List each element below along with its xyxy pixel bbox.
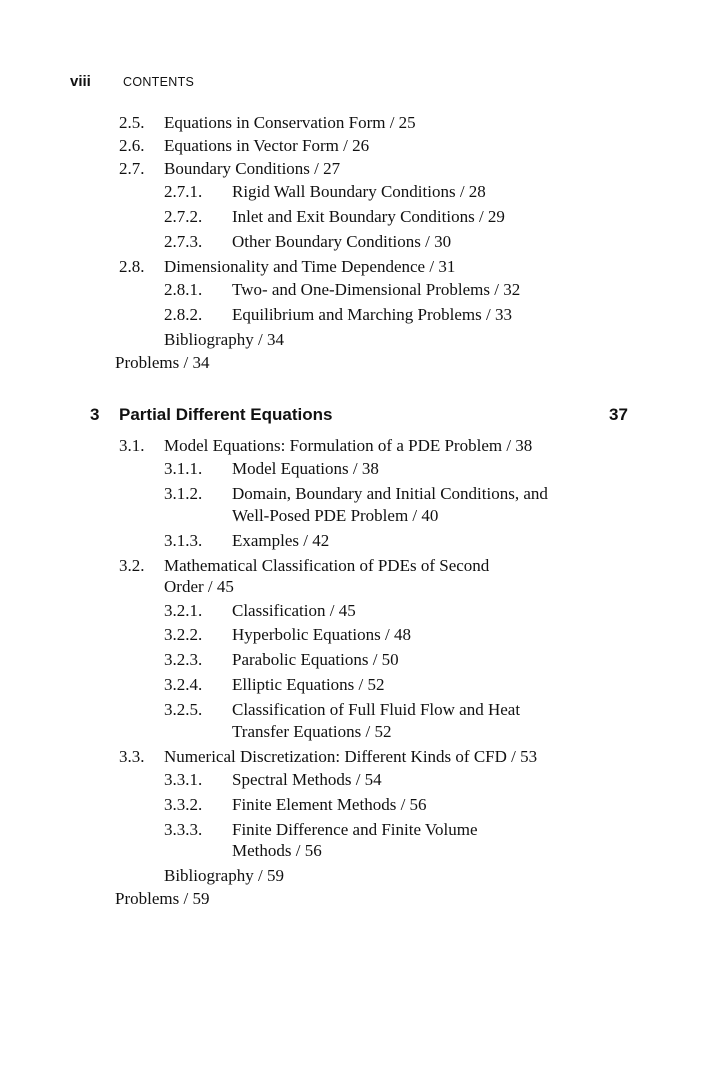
- toc-entry-number: 2.7.: [119, 159, 145, 178]
- toc-entry-continuation: Methods / 56: [232, 841, 322, 860]
- toc-entry-title: Model Equations: Formulation of a PDE Problem / 38: [164, 436, 533, 455]
- toc-entry-continuation: Transfer Equations / 52: [232, 722, 392, 741]
- toc-entry-number: 3.1.2.: [164, 484, 203, 503]
- chapter-number: 3: [90, 405, 100, 424]
- toc-entry-title: Dimensionality and Time Dependence / 31: [164, 257, 456, 276]
- toc-entry-number: 3.2.2.: [164, 625, 203, 644]
- running-title: CONTENTS: [123, 75, 195, 89]
- toc-bibliography-ch3: Bibliography / 59: [164, 866, 284, 885]
- toc-entry-number: 3.2.: [119, 556, 145, 575]
- toc-entry-title: Rigid Wall Boundary Conditions / 28: [232, 182, 486, 201]
- toc-entry-number: 3.3.: [119, 747, 145, 766]
- toc-entry-number: 2.8.2.: [164, 305, 203, 324]
- page-number: viii: [70, 73, 91, 90]
- toc-entry-title: Classification of Full Fluid Flow and Heat: [232, 700, 521, 719]
- toc-entry-title: Classification / 45: [232, 601, 356, 620]
- toc-entry-number: 3.1.: [119, 436, 145, 455]
- toc-entry-number: 3.2.4.: [164, 675, 203, 694]
- toc-entry-title: Hyperbolic Equations / 48: [232, 625, 411, 644]
- chapter-title: Partial Different Equations: [119, 405, 333, 424]
- toc-entry-number: 2.8.: [119, 257, 145, 276]
- toc-entry-number: 2.7.2.: [164, 207, 203, 226]
- toc-entry-title: Inlet and Exit Boundary Conditions / 29: [232, 207, 505, 226]
- toc-entry-title: Domain, Boundary and Initial Conditions, and: [232, 484, 548, 503]
- toc-entry-number: 2.7.1.: [164, 182, 203, 201]
- toc-entry-continuation: Well-Posed PDE Problem / 40: [232, 506, 439, 525]
- toc-problems-ch3: Problems / 59: [115, 889, 210, 908]
- toc-entry-number: 2.7.3.: [164, 232, 203, 251]
- toc-entry-title: Finite Element Methods / 56: [232, 795, 427, 814]
- toc-entry-title: Model Equations / 38: [232, 459, 379, 478]
- chapter-page: 37: [609, 405, 628, 424]
- toc-entry-title: Equilibrium and Marching Problems / 33: [232, 305, 512, 324]
- toc-entry-number: 3.3.2.: [164, 795, 203, 814]
- toc-entry-title: Elliptic Equations / 52: [232, 675, 385, 694]
- toc-bibliography-ch2: Bibliography / 34: [164, 330, 284, 349]
- toc-entry-number: 3.2.5.: [164, 700, 203, 719]
- toc-entry-title: Equations in Conservation Form / 25: [164, 113, 416, 132]
- toc-entry-title: Numerical Discretization: Different Kinds of CFD / 53: [164, 747, 538, 766]
- toc-entry-number: 3.1.1.: [164, 459, 203, 478]
- toc-entry-title: Equations in Vector Form / 26: [164, 136, 370, 155]
- toc-entry-number: 3.2.1.: [164, 601, 203, 620]
- toc-entry-number: 2.8.1.: [164, 280, 203, 299]
- toc-entry-number: 3.2.3.: [164, 650, 203, 669]
- toc-entry-title: Finite Difference and Finite Volume: [232, 820, 478, 839]
- toc-entry-title: Mathematical Classification of PDEs of Second: [164, 556, 490, 575]
- toc-entry-title: Parabolic Equations / 50: [232, 650, 399, 669]
- toc-problems-ch2: Problems / 34: [115, 353, 210, 372]
- toc-entry-title: Boundary Conditions / 27: [164, 159, 341, 178]
- toc-entry-title: Other Boundary Conditions / 30: [232, 232, 452, 251]
- toc-entry-number: 2.5.: [119, 113, 145, 132]
- toc-entry-continuation: Order / 45: [164, 577, 234, 596]
- toc-entry-number: 2.6.: [119, 136, 145, 155]
- toc-entry-title: Examples / 42: [232, 531, 330, 550]
- toc-entry-title: Two- and One-Dimensional Problems / 32: [232, 280, 521, 299]
- toc-entry-number: 3.3.3.: [164, 820, 203, 839]
- toc-entry-title: Spectral Methods / 54: [232, 770, 382, 789]
- toc-entry-number: 3.1.3.: [164, 531, 203, 550]
- toc-entry-number: 3.3.1.: [164, 770, 203, 789]
